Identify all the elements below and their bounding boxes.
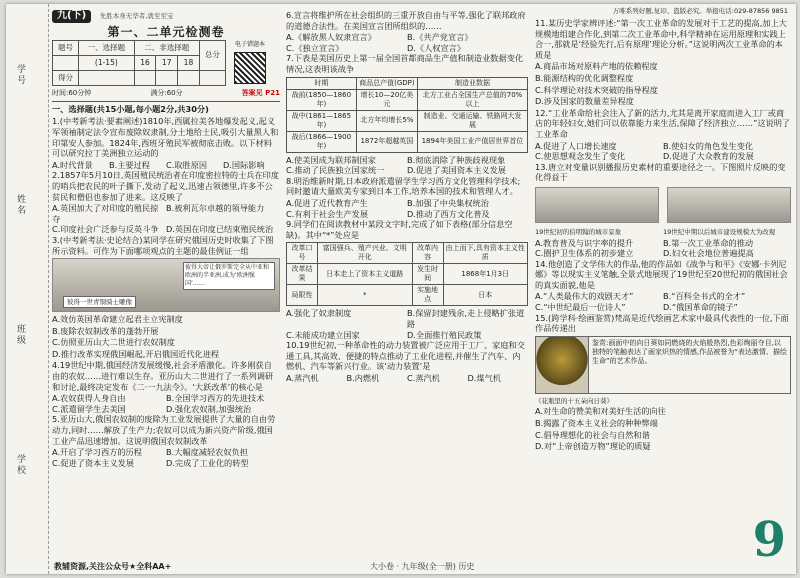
table-cell: 制造业、交通运输、铁路网大发展 [418, 110, 528, 131]
option: D.对“上帝创造万物”理论的质疑 [535, 441, 651, 452]
option: D.推动了西方文化普及 [407, 208, 490, 219]
question-12: 12.“工业革命给社会注入了新的活力,尤其是离开家庭而进入工厂或商店的年轻妇女,她们可以依靠能力来生活,保障了经济独立……”这说明了工业革命 [535, 107, 791, 139]
option: C.派遣留学生去美国 [52, 403, 126, 414]
option: B.加强了中央集权统治 [407, 197, 489, 208]
option: A.效仿英国革命建立起君主立宪制度 [52, 314, 183, 325]
artwork-appreciation: 鉴赏:画面中的向日葵如同燃烧的火焰般热烈,色彩绚丽夺目,以独特的笔触表达了画家炽热的情感,作品被誉为“表达激情、描绘生命”的艺术作品。 [592, 338, 787, 365]
question-8-options-a [286, 198, 528, 209]
question-15: 15.(跨学科·绘画鉴赏)梵高是近代绘画艺术家中最具代表性的一位,下面作品传递出 [535, 312, 789, 334]
photo-caption: 彼得一世青铜骑士雕像 [63, 296, 136, 309]
option: B.保留封建残余,走上侵略扩张道路 [407, 308, 525, 329]
table-cell: 北方工业占全国生产总值的70%以上 [418, 89, 528, 110]
table-cell: * [317, 285, 412, 306]
option: A.农奴获得人身自由 [52, 393, 126, 404]
score-cell: 18 [178, 56, 200, 71]
option: D.妇女社会地位普遍提高 [663, 248, 754, 259]
question-5: 5.亚历山大,俄国农奴制的废除为工业发展提供了大量的自由劳动力,同时……解放了生产力;农奴可以成为新兴资产阶级,俄国工业产品迅速增加。这说明俄国农奴制改革 [52, 414, 276, 446]
table-cell: 战后(1866—1900年) [287, 131, 357, 152]
question-13-captions [535, 227, 791, 238]
table-cell: 日本走上了资本主义道路 [317, 264, 412, 285]
table-row [287, 110, 528, 131]
table-cell: 改革内容 [412, 243, 443, 264]
option: D.完成了工业化的转型 [166, 457, 249, 468]
exam-score: 满分:60分 [150, 89, 183, 98]
sunflower-painting [536, 337, 589, 393]
binding-label-class: 班级 [15, 324, 25, 346]
exam-time: 时间:60分钟 [52, 89, 92, 98]
option: C.未能成功建立国家 [286, 329, 360, 340]
option: A.《解放黑人奴隶宣言》 [286, 32, 376, 43]
statue-photo [52, 258, 280, 312]
table-cell: 由上而下,具有资本主义性质 [443, 243, 527, 264]
option: C.有利于社会生产发展 [286, 208, 369, 219]
option: D.全面推行殖民政策 [407, 329, 482, 340]
table-cell: 改革结果 [287, 264, 318, 285]
option: B.揭露了资本主义社会的种种弊端 [535, 418, 658, 429]
column-middle [286, 10, 528, 383]
option: D.促进了大众教育的发展 [663, 151, 754, 162]
score-table [52, 40, 226, 86]
option: A.蒸汽机 [286, 372, 319, 383]
artwork-caption: 《花瓶里的十五朵向日葵》 [535, 396, 613, 405]
score-cell: 17 [156, 56, 178, 71]
unit-tag: 九(下) [52, 10, 91, 23]
table-cell: 实施地点 [412, 285, 443, 306]
question-13-images [535, 185, 791, 225]
option: A.使美国成为联邦制国家 [286, 154, 376, 165]
copyright-notice: 万唯系列好题,复印、盗版必究。举报电话:029-87856 9851 [612, 7, 788, 15]
option: C.促进了资本主义发展 [52, 457, 135, 468]
table-row [287, 264, 528, 285]
table-cell: 1872年超越英国 [356, 131, 417, 152]
question-4-options-a [52, 393, 280, 404]
question-2-options-b [52, 224, 280, 235]
binding-strip [6, 4, 49, 574]
option: B.废除农奴制改革的蓬勃开展 [52, 325, 159, 336]
option: B.《共产党宣言》 [407, 32, 473, 43]
option: A.对生命的赞美和对美好生活的向往 [535, 406, 666, 417]
option: B.全国学习西方的先进技术 [166, 393, 265, 404]
question-4-options-b [52, 404, 280, 415]
question-11: 11.某历史学家辨评述:“第一次工业革命的发展对于工艺的提高,加上大规模地组建合作化,到第二次工业革命中,科学精神在运用原理和实践上合一,那就是‘经验先行,后有原理’理论分析。”这说明两次工业革命的本质是 [535, 18, 787, 60]
city-photo-after [667, 187, 791, 223]
table-row [287, 131, 528, 152]
column-right [535, 18, 791, 453]
option: B.第一次工业革命的推动 [663, 237, 754, 248]
table-cell: 改革口号 [287, 243, 318, 264]
binding-label-school: 学校 [15, 454, 25, 476]
motto: 先胜本身无华者,就至至宝 [99, 12, 174, 20]
question-7-options-a [286, 155, 528, 166]
option: A.强化了奴隶制度 [286, 308, 352, 319]
option: C.“中世纪最后一位诗人” [535, 302, 626, 313]
question-13-options-a [535, 238, 791, 249]
table-row [287, 285, 528, 306]
score-cell: 总分 [199, 41, 225, 71]
option: A.促进了近代教育产生 [286, 197, 368, 208]
option: C.仿照亚历山大二世进行农奴制度 [52, 337, 175, 348]
table-header: 商品总产值(GDP) [356, 77, 417, 89]
option: C.倡导理想化的社会与自然和谐 [535, 429, 650, 440]
quote-box: 彼得大帝让俄罗斯完全从中亚和欧洲的半亚洲,成为‘欧洲强国’…… [183, 262, 275, 290]
binding-label-id: 学号 [15, 64, 25, 86]
score-cell: 16 [134, 56, 156, 71]
option: B.主要过程 [109, 159, 150, 170]
option: D.推行改革实现俄国崛起,开启俄国近代化进程 [52, 348, 220, 359]
question-6: 6.宣言将维护所在社会组织的三重开放自由与平等,强化了联邦政府的道德合法性。在美国宣言团所组织的…… [286, 10, 526, 31]
question-13-options-b [535, 248, 791, 259]
question-6-options-b [286, 43, 528, 54]
question-9-options-b [286, 330, 528, 341]
question-8-options-b [286, 209, 528, 220]
question-9-options-a [286, 308, 528, 329]
question-8: 8.明治维新时期,日本政府派遣留学生学习西方文化管理科学技术;同时邀请大量欧美专家到日本工作,培养本国的技术和管理人才。 [286, 175, 521, 197]
table-cell: 1894年美国工业产值居世界首位 [418, 131, 528, 152]
question-5-options-b [52, 458, 280, 469]
table-cell: 战中(1861—1865年) [287, 110, 357, 131]
option: B.“百科全书式的全才” [663, 291, 746, 302]
question-13: 13.唐立对变量识别播报历史素材的重要途径之一。下图照片反映的变化得益于 [535, 161, 786, 183]
question-1: 1.(中考新考法·要素阐述)1810年,西属拉美各地爆发起义,起义军领袖制定法令宣布废除奴隶制,分土地给土民,吸引大量黑人和印第安人参加。1824年,西班牙殖民军被彻底击败。以下材料可以研究拉丁美洲独立运动的 [52, 116, 279, 159]
option: D.“俄国革命的镜子” [663, 302, 738, 313]
score-cell: 题号 [53, 41, 79, 56]
option: A.时代背景 [52, 159, 93, 170]
question-14-options-b [535, 302, 791, 313]
option: B.使妇女的角色发生变化 [663, 140, 754, 151]
exam-meta [52, 86, 280, 102]
table-cell: 局限性 [287, 285, 318, 306]
option: B.被利瓦尔卓越的领导能力 [166, 203, 265, 214]
table-row [287, 243, 528, 264]
option: B.大幅度减轻农奴负担 [166, 447, 248, 458]
option: B.彻底消除了种族歧视现象 [407, 154, 506, 165]
table-cell: 北方年均增长5% [356, 110, 417, 131]
option: A.商品市场对原料产地的依赖程度 [535, 61, 658, 72]
option: C.《独立宣言》 [286, 42, 344, 53]
option: A.“人类最伟大的戏剧天才” [535, 291, 634, 302]
question-14: 14.他创造了文学伟大的作品,他的作品如《战争与和平》《安娜·卡列尼娜》等以现实主义笔触,全景式地展现了19世纪至20世纪初的俄国社会的真实面貌,他是 [535, 258, 788, 290]
question-10: 10.19世纪初,一种革命性的动力装置被广泛应用于工厂、家庭和交通工具,其高效、便捷的特点推动了工业化进程,并催生了汽车、内燃机、汽车等新兴行业。该‘动力装置’是 [286, 340, 525, 372]
option: A.教育普及与识字率的提升 [535, 237, 634, 248]
question-5-options-a [52, 447, 280, 458]
option: C.取胜原因 [166, 159, 208, 170]
table-header: 时期 [287, 77, 357, 89]
section-heading: 一、选择题(共15小题,每小题2分,共30分) [52, 103, 209, 114]
question-4: 4.19世纪中期,俄国经济发展缓慢,社会矛盾激化。许多刚获自由的农奴……进行难以生存。亚历山大二世进行了一系列调研和讨论,最终决定发布《二·一九法令》。‘大跃改革’的核心是 [52, 360, 274, 392]
option: D.促进了美国资本主义发展 [407, 165, 506, 176]
table-header: 制造业数据 [418, 77, 528, 89]
question-2: 2.1857年5月10日,英国殖民统治者在印度密拉特的士兵在印度的哨兵把农民的叶子撕下,发动了起义,迅速占领德里,许多不公贫民和僧侣也参加了进来。这反映了 [52, 170, 280, 202]
question-1-options [52, 160, 280, 171]
score-cell: 得分 [53, 71, 79, 86]
option: A.促进了人口增长速度 [535, 140, 617, 151]
option: B.内燃机 [346, 372, 380, 383]
binding-label-name: 姓名 [15, 194, 25, 216]
question-14-options-a [535, 291, 791, 302]
question-7-table [286, 77, 528, 153]
table-cell: 日本 [443, 285, 527, 306]
option: C.科学理论对技术突破的指导程度 [535, 84, 658, 95]
question-9-table [286, 242, 528, 306]
score-cell: 一、选择题 [79, 41, 134, 56]
option: C.推动了民族独立国家统一 [286, 165, 385, 176]
page-number: 9 [752, 512, 786, 568]
option: C.印度社会广泛参与反英斗争 [52, 224, 159, 235]
qr-label: 电子错题本 [234, 41, 265, 49]
city-photo-before [535, 187, 659, 223]
option: D.英国在印度已结束殖民统治 [166, 224, 274, 235]
table-cell: 1868年1月3日 [443, 264, 527, 285]
photo-caption: 19世纪初的伯明翰的城市景象 [535, 227, 622, 236]
table-cell: 发生时间 [412, 264, 443, 285]
option: D.国际影响 [223, 159, 265, 170]
option: B.能源结构的优化调整程度 [535, 72, 634, 83]
option: D.《人权宣言》 [407, 42, 466, 53]
option: A.开启了学习西方的历程 [52, 447, 142, 458]
score-cell: (1-15) [79, 56, 134, 71]
option: C.蒸汽机 [407, 372, 440, 383]
score-cell: 二、非选择题 [134, 41, 199, 56]
table-cell: 富国强兵、殖产兴业、文明开化 [317, 243, 412, 264]
option: C.使思想观念发生了变化 [535, 151, 626, 162]
footer-promo: 教辅资源,关注公众号★全科AA+ [54, 562, 172, 571]
question-3: 3.(中考新考法·史论结合)某同学在研究俄国历史时收集了下图所示资料。可作为下面哪项观点的主题的最佳例证一组 [52, 234, 274, 256]
table-cell: 战前(1850—1860年) [287, 89, 357, 110]
exam-title: 第一、二单元检测卷 [107, 24, 225, 39]
option: D.煤气机 [467, 372, 501, 383]
question-9: 9.同学们在阅读教材中某段文字时,完成了如下表格(部分信息空缺)。其中“*”处应是 [286, 219, 513, 240]
qr-code[interactable] [230, 40, 270, 85]
option: D.强化农奴制,加强统治 [166, 403, 252, 414]
question-7: 7.下表是美国历史上第一届全国首都商品生产值和制造业数据变化情况,这表明该战争 [286, 53, 524, 74]
question-2-options-a [52, 203, 280, 224]
table-cell: 增长10—20亿美元 [356, 89, 417, 110]
option: D.涉及国家的数量差异程度 [535, 96, 634, 107]
question-7-options-b [286, 165, 528, 176]
question-12-options-a [535, 141, 791, 152]
table-row [287, 89, 528, 110]
question-10-options [286, 373, 528, 384]
question-6-options-a [286, 32, 528, 43]
answer-ref: 答案见 P21 [241, 89, 280, 98]
qr-icon [234, 52, 266, 84]
footer-book-title: 大小卷 · 九年级(全一册) 历史 [370, 562, 475, 571]
question-12-options-b [535, 151, 791, 162]
option: C.圈护卫生体系的初步建立 [535, 248, 634, 259]
sunflower-artwork [535, 336, 791, 394]
option: A.英国加大了对印度的殖民掠夺 [52, 203, 159, 224]
column-left [52, 10, 280, 468]
photo-caption: 19世纪中期以后城市建设规模大为改观 [663, 227, 776, 236]
